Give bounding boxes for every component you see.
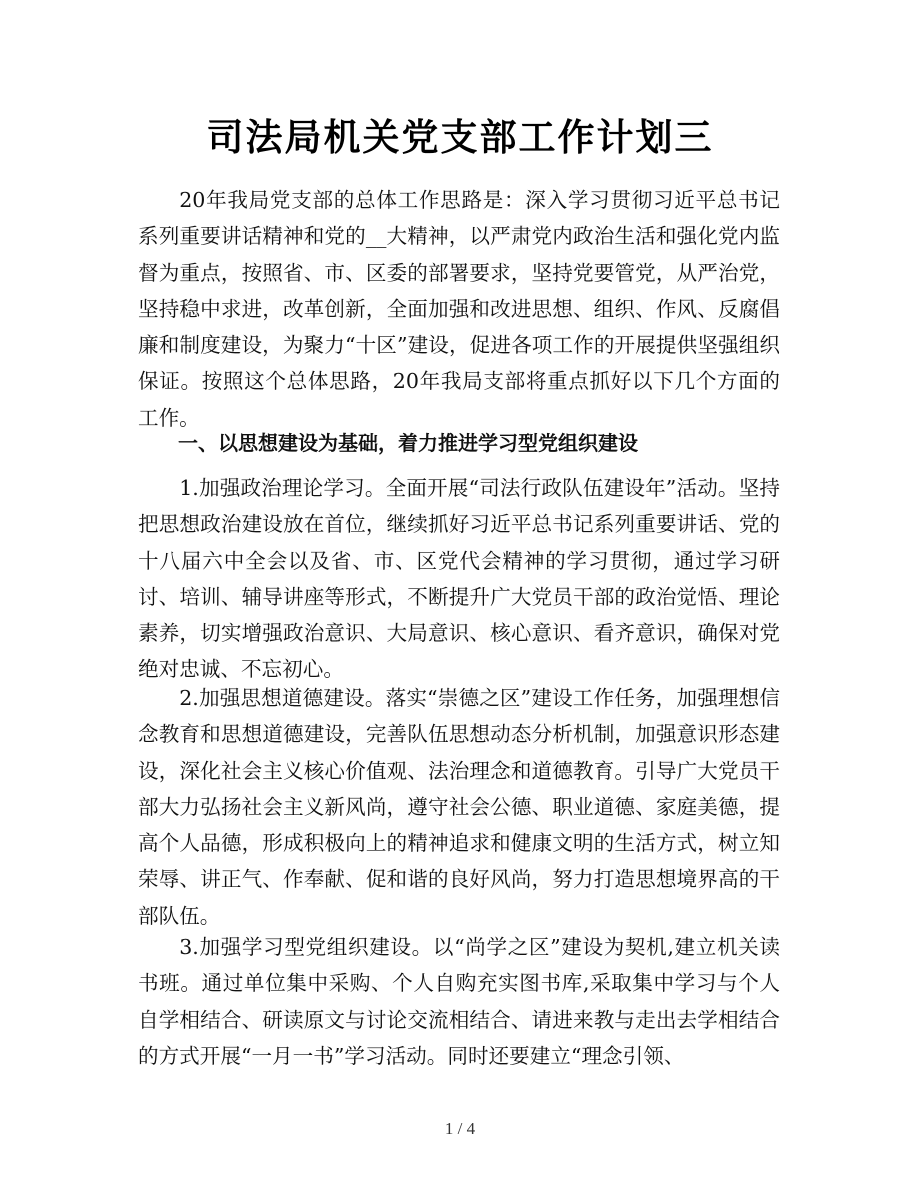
item-3-paragraph: 3.加强学习型党组织建设。以“尚学之区”建设为契机,建立机关读书班。通过单位集中采购、个人自购充实图书库,采取集中学习与个人自学相结合、研读原文与讨论交流相结合、请进来教与走出去学相结合的方式开展“一月一书”学习活动。同时还要建立“理念引领、 bbox=[138, 935, 780, 1068]
intro-section bbox=[138, 182, 780, 436]
document-title: 司法局机关党支部工作计划三 bbox=[206, 116, 714, 159]
page-indicator: 1 / 4 bbox=[444, 1119, 476, 1138]
section-heading bbox=[138, 425, 780, 461]
item-1-section bbox=[138, 470, 780, 688]
item-1-paragraph: 1.加强政治理论学习。全面开展“司法行政队伍建设年”活动。坚持把思想政治建设放在首位，继续抓好习近平总书记系列重要讲话、党的十八届六中全会以及省、市、区党代会精神的学习贯彻，通过学习研讨、培训、辅导讲座等形式，不断提升广大党员干部的政治觉悟、理论素养，切实增强政治意识、大局意识、核心意识、看齐意识，确保对党绝对忠诚、不忘初心。 bbox=[138, 476, 780, 682]
item-3-section bbox=[138, 929, 780, 1074]
section-heading-text: 一、以思想建设为基础，着力推进学习型党组织建设 bbox=[178, 431, 638, 455]
item-2-paragraph: 2.加强思想道德建设。落实“崇德之区”建设工作任务，加强理想信念教育和思想道德建设，完善队伍思想动态分析机制，加强意识形态建设，深化社会主义核心价值观、法治理念和道德教育。引导广大党员干部大力弘扬社会主义新风尚，遵守社会公德、职业道德、家庭美德，提高个人品德，形成积极向上的精神追求和健康文明的生活方式，树立知荣辱、讲正气、作奉献、促和谐的良好风尚，努力打造思想境界高的干部队伍。 bbox=[138, 686, 780, 928]
intro-paragraph: 20年我局党支部的总体工作思路是：深入学习贯彻习近平总书记系列重要讲话精神和党的__大精神，以严肃党内政治生活和强化党内监督为重点，按照省、市、区委的部署要求，坚持党要管党，从严治党，坚持稳中求进，改革创新，全面加强和改进思想、组织、作风、反腐倡廉和制度建设，为聚力“十区”建设，促进各项工作的开展提供坚强组织保证。按照这个总体思路，20年我局支部将重点抓好以下几个方面的工作。 bbox=[138, 188, 780, 430]
item-2-section bbox=[138, 680, 780, 934]
